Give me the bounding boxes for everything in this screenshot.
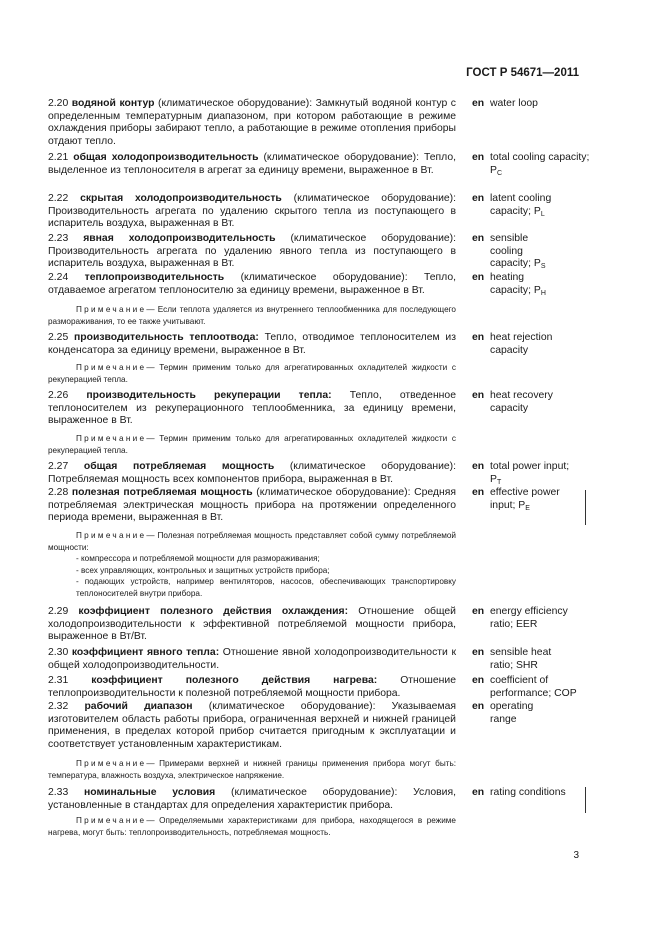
entry-term: коэффициент полезного действия нагрева: — [91, 675, 378, 686]
entry-term: полезная потребляемая мощность — [71, 487, 253, 498]
english-term: heat recovery capacity — [490, 390, 553, 414]
lang-code: en — [472, 332, 485, 343]
entry-term: общая потребляемая мощность — [83, 461, 275, 472]
note-2-33: Примечание— Определяемыми характеристиками для прибора, находящегося в режиме нагрева, могут быть: теплопроизводительность, потребляемая мощность. — [48, 816, 456, 837]
note-label: Примечание — [76, 816, 147, 825]
english-term: coefficient of performance; COP — [490, 675, 577, 699]
english-term: energy efficiency ratio; EER — [490, 606, 568, 630]
english-term: sensible cooling capacity; $P_S$ — [490, 233, 546, 271]
note-2-24: Примечание— Если теплота удаляется из внутреннего теплообменника для последующего размораживания, то ее также учитывают. — [48, 305, 456, 326]
entry-term: водяной контур — [71, 98, 155, 109]
entry-term: общая холодопроизводительность — [73, 152, 259, 163]
entry-definition: 2.28 полезная потребляемая мощность (климатическое оборудование): Средняя потребляемая электрическая мощность прибора на протяжении определенного периода времени, выраженная в Вт. — [48, 487, 456, 524]
lang-code: en — [472, 787, 485, 798]
entry-definition: 2.27 общая потребляемая мощность (климатическое оборудование): Потребляемая мощность всех компонентов прибора, выраженная в Вт. — [48, 461, 457, 485]
lang-code: en — [472, 98, 485, 109]
entry-definition: 2.20 водяной контур (климатическое оборудование): Замкнутый водяной контур с определенным температурным диапазоном, при котором работающие в режиме охлаждения приборы забирают тепло, а работающие в режиме отопления приборы отдают тепло. — [48, 98, 457, 147]
english-term: operating range — [490, 701, 534, 725]
english-term: total cooling capacity; $P_C$ — [490, 152, 590, 177]
entry-definition: 2.31 коэффициент полезного действия нагрева: Отношение теплопроизводительности к полезной потребляемой мощности прибора. — [48, 675, 456, 699]
entry-definition: 2.29 коэффициент полезного действия охлаждения: Отношение общей холодопроизводительности к эффективной потребляемой мощности прибора, выраженное в Вт/Вт. — [48, 606, 456, 643]
english-term: heat rejection capacity — [490, 332, 553, 356]
document-header: ГОСТ Р 54671—2011 — [466, 67, 579, 79]
lang-code: en — [472, 272, 485, 283]
note-label: Примечание — [76, 363, 147, 372]
english-term: total power input; $P_T$ — [490, 461, 570, 486]
lang-code: en — [472, 675, 485, 686]
entry-term: производительность рекуперации тепла: — [86, 390, 332, 401]
lang-code: en — [472, 390, 485, 401]
note-label: Примечание — [76, 434, 147, 443]
entry-term: номинальные условия — [84, 787, 216, 798]
entry-definition: 2.21 общая холодопроизводительность (климатическое оборудование): Тепло, выделенное из теплоносителя в агрегат за единицу времени, выраженное в Вт. — [48, 152, 456, 176]
entry-term: производительность теплоотвода: — [74, 332, 259, 343]
lang-code: en — [472, 487, 485, 498]
english-term: effective power input; $P_E$ — [490, 487, 560, 512]
entry-definition: 2.32 рабочий диапазон (климатическое оборудование): Указываемая изготовителем область работы прибора, ограниченная верхней и нижней границей применения, в пределах которой прибор считается пригодным к эксплуатации и соответствует установленным характеристикам. — [48, 701, 456, 750]
note-2-25: Примечание— Термин применим только для агрегатированных охладителей жидкости с рекуперацией тепла. — [48, 363, 456, 384]
entry-definition: 2.25 производительность теплоотвода: Тепло, отводимое теплоносителем из конденсатора за единицу времени, выраженное в Вт. — [48, 332, 456, 356]
entry-definition: 2.33 номинальные условия (климатическое оборудование): Условия, установленные в стандартах для определения характеристик прибора. — [48, 787, 456, 811]
lang-code: en — [472, 606, 485, 617]
english-term: latent cooling capacity; $P_L$ — [490, 193, 552, 218]
note-label: Примечание — [76, 305, 147, 314]
entry-term: явная холодопроизводительность — [83, 233, 276, 244]
entry-definition: 2.30 коэффициент явного тепла: Отношение явной холодопроизводительности к общей холодопроизводительности. — [48, 647, 456, 671]
lang-code: en — [472, 152, 485, 163]
english-term: sensible heat ratio; SHR — [490, 647, 552, 671]
change-bar — [585, 787, 586, 813]
note-2-26: Примечание— Термин применим только для агрегатированных охладителей жидкости с рекуперацией тепла. — [48, 434, 456, 455]
entry-term: рабочий диапазон — [84, 701, 193, 712]
change-bar — [585, 490, 586, 525]
note-label: Примечание — [76, 531, 147, 540]
note-2-32: Примечание— Примерами верхней и нижней границы применения прибора могут быть: температура, влажность воздуха, электрическое напряжение. — [48, 759, 456, 780]
entry-definition: 2.26 производительность рекуперации тепла: Тепло, отведенное теплоносителем из рекуперационного теплообменника, за единицу времени, выраженное в Вт. — [48, 390, 456, 427]
lang-code: en — [472, 701, 485, 712]
english-term: rating conditions — [490, 787, 566, 798]
lang-code: en — [472, 461, 485, 472]
english-term: water loop — [490, 98, 538, 109]
note-list-item: - компрессора и потребляемой мощности для размораживания; — [76, 554, 320, 564]
lang-code: en — [472, 647, 485, 658]
entry-term: коэффициент явного тепла: — [71, 647, 220, 658]
entry-term: коэффициент полезного действия охлаждения: — [78, 606, 349, 617]
entry-definition: 2.22 скрытая холодопроизводительность (климатическое оборудование): Производительность агрегата по удалению скрытого тепла из поступающего в испаритель воздуха, выраженная в Вт. — [48, 193, 456, 230]
lang-code: en — [472, 193, 485, 204]
note-list-item: - всех управляющих, контрольных и защитных устройств прибора; — [76, 565, 330, 575]
entry-definition: 2.24 теплопроизводительность (климатическое оборудование): Тепло, отдаваемое агрегатом теплоносителю за единицу времени, выраженное в Вт. — [48, 272, 456, 296]
english-term: heating capacity; $P_H$ — [490, 272, 546, 297]
lang-code: en — [472, 233, 485, 244]
entry-term: теплопроизводительность — [84, 272, 225, 283]
entry-definition: 2.23 явная холодопроизводительность (климатическое оборудование): Производительность агрегата по удалению явного тепла из поступающего в испаритель воздуха, выраженная в Вт. — [48, 233, 456, 270]
entry-term: скрытая холодопроизводительность — [80, 193, 282, 204]
note-2-28: Примечание— Полезная потребляемая мощность представляет собой сумму потребляемой мощности: - компрессора и потребляемой мощности для размораживания; - всех управляющих, контрольных и защитных устройств прибора; - подающих устройств, например вентиляторов, насосов, обеспечивающих транспортировку теплоносителей внутри прибора. — [48, 531, 456, 598]
note-label: Примечание — [76, 759, 147, 768]
note-list-item: - подающих устройств, например вентиляторов, насосов, обеспечивающих транспортировку теплоносителей внутри прибора. — [76, 577, 456, 598]
page-number: 3 — [573, 850, 579, 861]
